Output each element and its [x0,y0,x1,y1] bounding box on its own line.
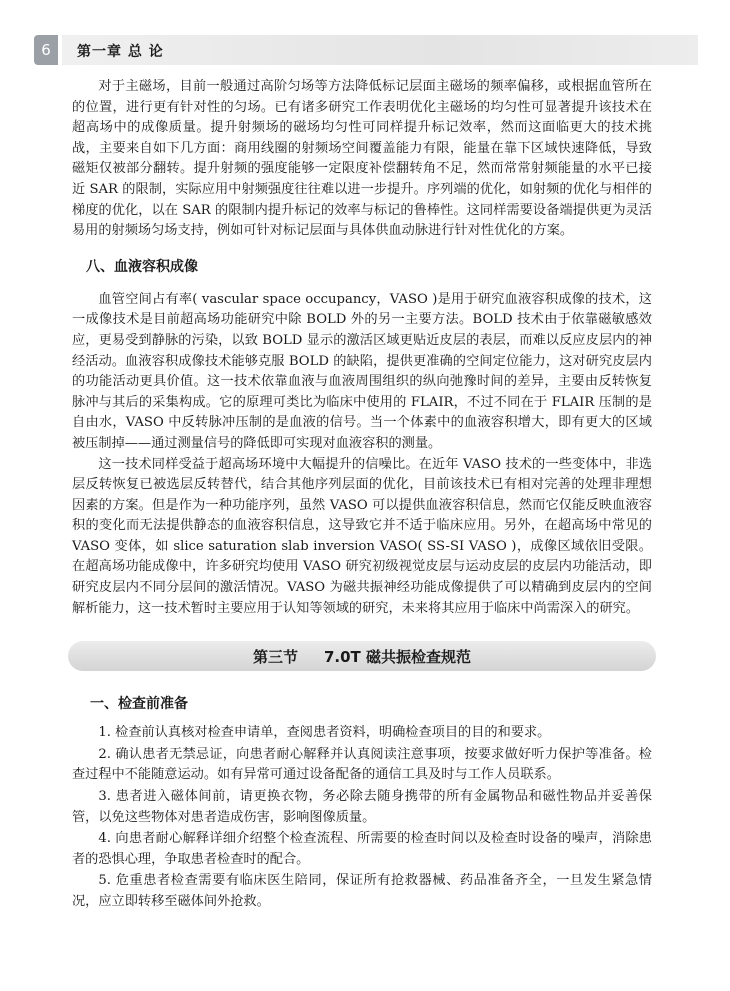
heading-blood-volume-imaging: 八、血液容积成像 [86,258,198,275]
list-item: 5. 危重患者检查需要有临床医生陪同，保证所有抢救器械、药品准备齐全，一旦发生紧急情况，应立即转移至磁体间外抢救。 [72,873,652,909]
section-title-bar [68,641,656,671]
list-item: 4. 向患者耐心解释详细介绍整个检查流程、所需要的检查时间以及检查时设备的噪声，消除患者的恐惧心理，争取患者检查时的配合。 [72,831,652,867]
page-content [72,77,652,914]
list-item: 1. 检查前认真核对检查申请单，查阅患者资料，明确检查项目的目的和要求。 [98,725,551,741]
heading-pre-exam-preparation: 一、检查前准备 [90,696,188,713]
section-number: 第三节 [252,647,298,666]
section-title: 7.0T 磁共振检查规范 [323,647,472,666]
list-item: 3. 患者进入磁体间前，请更换衣物，务必除去随身携带的所有金属物品和磁性物品并妥善保管，以免这些物体对患者造成伤害，影响图像质量。 [72,789,652,825]
paragraph-magnetic-field: 对于主磁场，目前一般通过高阶匀场等方法降低标记层面主磁场的频率偏移，或根据血管所在的位置，进行更有针对性的匀场。已有诸多研究工作表明优化主磁场的均匀性可显著提升该技术在超高场中的成像质量。提升射频场的磁场均匀性可同样提升标记效率，然而这面临更大的技术挑战，主要来自如下几方面：商用线圈的射频场空间覆盖能力有限，能量在靠下区域快速降低，导致磁矩仅被部分翻转。提升射频的强度能够一定限度补偿翻转角不足，然而常常射频能量的水平已接近 SAR 的限制，实际应用中射频强度往往难以进一步提升。序列端的优化，如射频的优化与相伴的梯度的优化，以在 SAR 的限制内提升标记的效率与标记的鲁棒性。这同样需要设备端提供更为灵活易用的射频场匀场支持，例如可针对标记层面与具体供血动脉进行针对性优化的方案。 [72,79,652,239]
paragraph-vaso-intro: 血管空间占有率( vascular space occupancy，VASO )是用于研究血液容积成像的技术，这一成像技术是目前超高场功能研究中除 BOLD 外的另一主要方法。BOLD 技术由于依靠磁敏感效应，更易受到静脉的污染，以致 BOLD 显示的激活区域更贴近皮层的表层，而难以反应皮层内的神经活动。血液容积成像技术能够克服 BOLD 的缺陷，提供更准确的空间定位能力，这对研究皮层内的功能活动更具价值。这一技术依靠血液与血液周围组织的纵向弛豫时间的差异，主要由反转恢复脉冲与其后的采集构成。它的原理可类比为临床中使用的 FLAIR，不过不同在于 FLAIR 压制的是自由水，VASO 中反转脉冲压制的是血液的信号。当一个体素中的血液容积增大，即有更大的区域被压制掉——通过测量信号的降低即可实现对血液容积的测量。 [72,291,652,451]
page-number: 6 [34,35,58,65]
chapter-title: 第一章 总 论 [77,44,164,60]
list-item: 2. 确认患者无禁忌证，向患者耐心解释并认真阅读注意事项，按要求做好听力保护等准备。检查过程中不能随意运动。如有异常可通过设备配备的通信工具及时与工作人员联系。 [72,746,652,783]
paragraph-vaso-snr: 这一技术同样受益于超高场环境中大幅提升的信噪比。在近年 VASO 技术的一些变体中，非选层反转恢复已被选层反转替代，结合其他序列层面的优化，目前该技术已有相对完善的处理非理想因素的方案。但是作为一种功能序列，虽然 VASO 可以提供血液容积信息，然而它仅能反映血液容积的变化而无法提供静态的血液容积信息，这导致它并不适于临床应用。另外，在超高场中常见的 VASO 变体，如 slice saturation slab inversion VASO( SS-SI VASO )，成像区域依旧受限。在超高场功能成像中，许多研究均使用 VASO 研究初级视觉皮层与运动皮层的皮层内功能活动，即研究皮层内不同分层间的激活情况。VASO 为磁共振神经功能成像提供了可以精确到皮层内的空间解析能力，这一技术暂时主要应用于认知等领域的研究，未来将其应用于临床中尚需深入的研究。 [72,456,652,616]
